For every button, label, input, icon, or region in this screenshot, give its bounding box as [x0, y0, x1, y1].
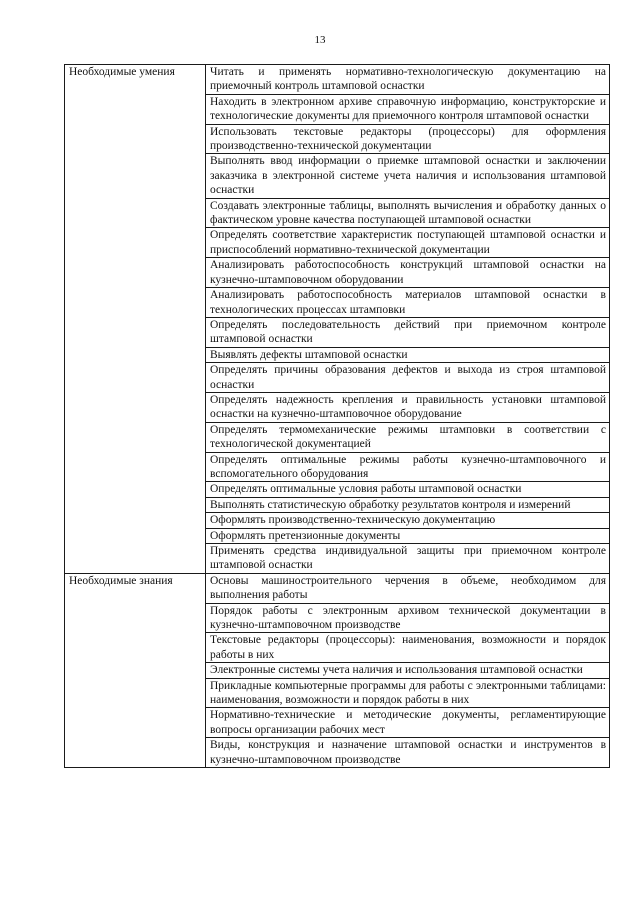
requirement-item: Определять надежность крепления и правильность установки штамповой оснастки на кузнечно-штамповочное оборудование	[206, 392, 610, 422]
requirement-item: Текстовые редакторы (процессоры): наименования, возможности и порядок работы в них	[206, 633, 610, 663]
table-row	[65, 65, 610, 95]
requirements-table-body	[65, 65, 610, 768]
table-row	[65, 573, 610, 603]
requirement-item: Определять последовательность действий при приемочном контроле штамповой оснастки	[206, 317, 610, 347]
requirement-item: Анализировать работоспособность конструкций штамповой оснастки на кузнечно-штамповочном оборудовании	[206, 258, 610, 288]
requirement-item: Создавать электронные таблицы, выполнять вычисления и обработку данных о фактическом уровне качества поступающей штамповой оснастки	[206, 198, 610, 228]
page-number: 13	[314, 34, 326, 46]
requirement-item: Определять оптимальные режимы работы кузнечно-штамповочного и вспомогательного оборудования	[206, 452, 610, 482]
requirement-item: Применять средства индивидуальной защиты при приемочном контроле штамповой оснастки	[206, 544, 610, 574]
requirement-item: Анализировать работоспособность материалов штамповой оснастки в технологических процессах штамповки	[206, 288, 610, 318]
requirement-item: Определять оптимальные условия работы штамповой оснастки	[206, 482, 610, 497]
requirement-item: Оформлять претензионные документы	[206, 528, 610, 543]
requirement-item: Нормативно-технические и методические документы, регламентирующие вопросы организации рабочих мест	[206, 708, 610, 738]
section-label-knowledge: Необходимые знания	[65, 573, 206, 767]
requirement-item: Читать и применять нормативно-технологическую документацию на приемочный контроль штамповой оснастки	[206, 65, 610, 95]
requirement-item: Определять соответствие характеристик поступающей штамповой оснастки и приспособлений нормативно-технической документации	[206, 228, 610, 258]
requirement-item: Выполнять ввод информации о приемке штамповой оснастки и заключении заказчика в электронной системе учета наличия и использования штамповой оснастки	[206, 154, 610, 198]
requirement-item: Виды, конструкция и назначение штамповой оснастки и инструментов в кузнечно-штамповочном производстве	[206, 738, 610, 768]
requirement-item: Основы машиностроительного черчения в объеме, необходимом для выполнения работы	[206, 573, 610, 603]
requirements-table	[64, 64, 610, 768]
requirement-item: Определять термомеханические режимы штамповки в соответствии с технологической документацией	[206, 422, 610, 452]
section-label-skills: Необходимые умения	[65, 65, 206, 574]
requirement-item: Находить в электронном архиве справочную информацию, конструкторские и технологические документы для приемочного контроля штамповой оснастки	[206, 94, 610, 124]
requirement-item: Использовать текстовые редакторы (процессоры) для оформления производственно-технической документации	[206, 124, 610, 154]
requirement-item: Оформлять производственно-техническую документацию	[206, 513, 610, 528]
requirement-item: Выполнять статистическую обработку результатов контроля и измерений	[206, 497, 610, 512]
requirement-item: Порядок работы с электронным архивом технической документации в кузнечно-штамповочном производстве	[206, 603, 610, 633]
requirement-item: Прикладные компьютерные программы для работы с электронными таблицами: наименования, возможности и порядок работы в них	[206, 678, 610, 708]
requirement-item: Определять причины образования дефектов и выхода из строя штамповой оснастки	[206, 363, 610, 393]
requirement-item: Выявлять дефекты штамповой оснастки	[206, 347, 610, 362]
requirement-item: Электронные системы учета наличия и использования штамповой оснастки	[206, 663, 610, 678]
